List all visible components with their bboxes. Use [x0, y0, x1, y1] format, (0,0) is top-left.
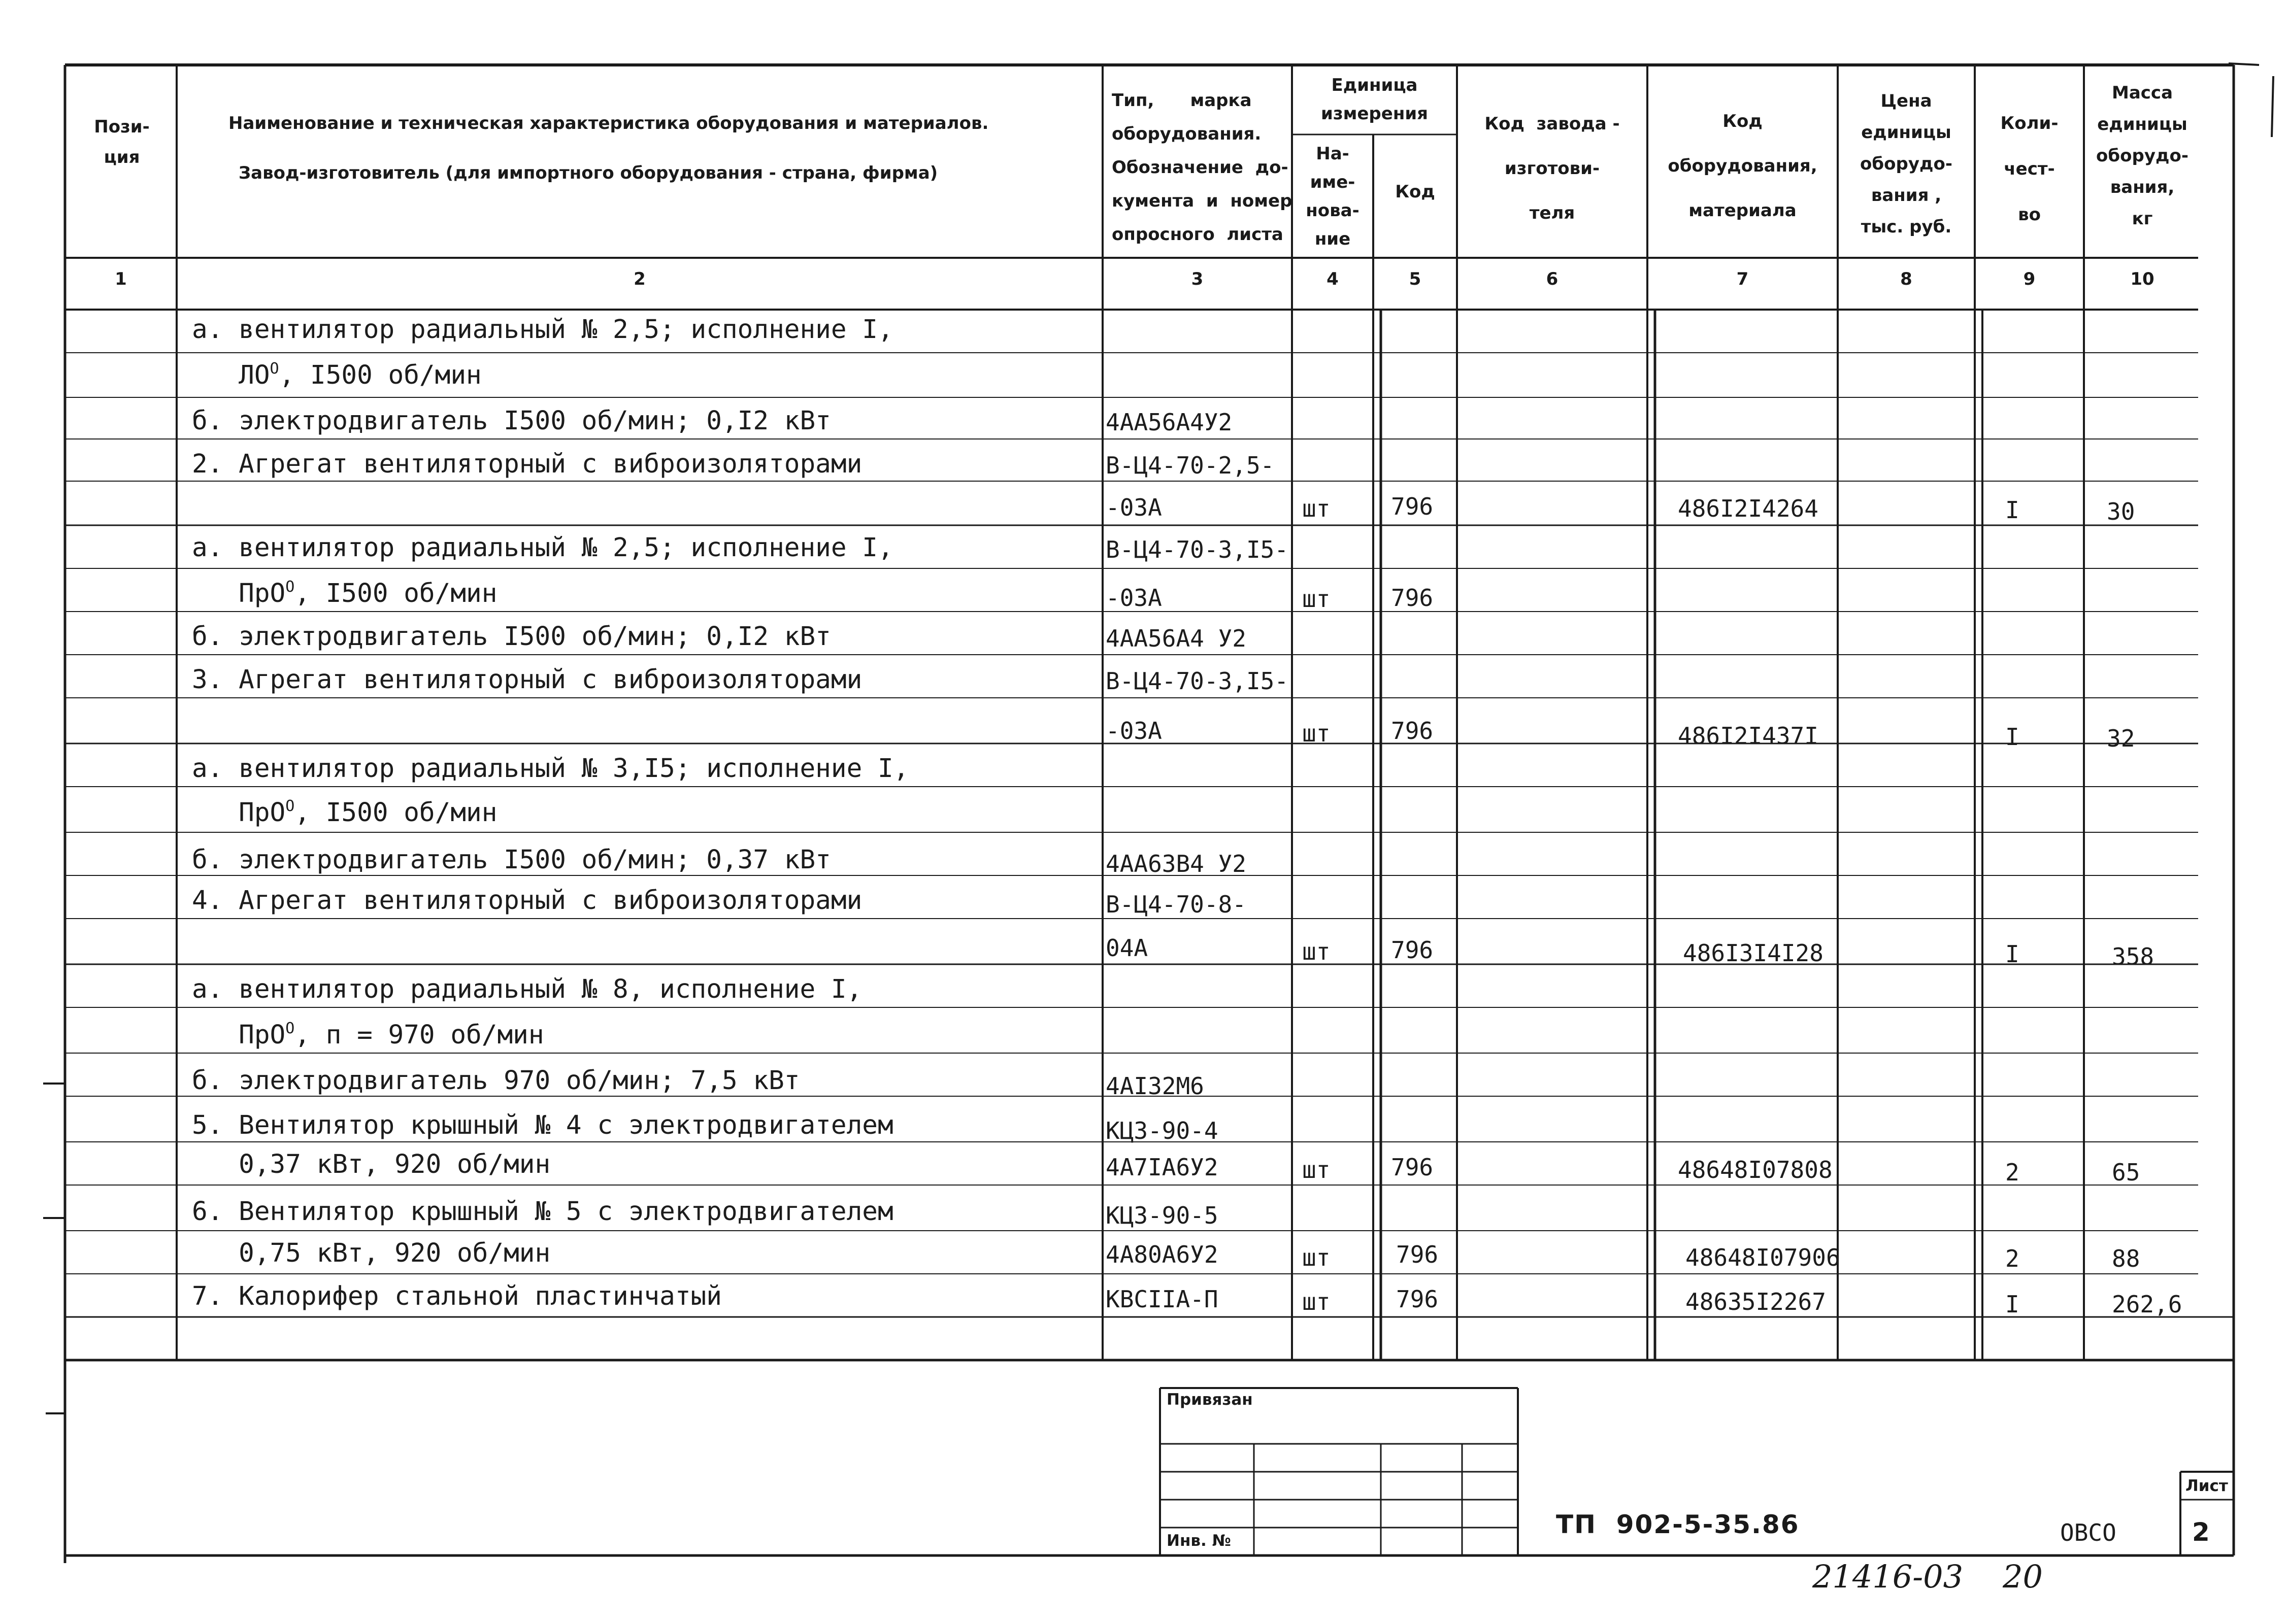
table-row-type: 04А — [1106, 934, 1148, 962]
table-row-mass: 30 — [2107, 498, 2135, 525]
table-row-code: 796 — [1391, 493, 1434, 520]
column-number: 7 — [1736, 269, 1749, 289]
table-row-code: 796 — [1396, 1241, 1439, 1268]
table-row-quantity: I — [2005, 496, 2019, 524]
table-row-unit: шт — [1302, 1156, 1331, 1183]
stamp-privyazan: Привязан — [1167, 1391, 1253, 1409]
table-row-type: -03А — [1106, 717, 1162, 745]
table-row-type: В-Ц4-70-2,5- — [1106, 452, 1275, 479]
table-row-name: 2. Агрегат вентиляторный с виброизоляторами — [192, 449, 863, 479]
table-row-type: КЦЗ-90-5 — [1106, 1202, 1218, 1229]
header-factory-code: Код завода - изготови- теля — [1484, 114, 1620, 223]
column-number: 4 — [1327, 269, 1339, 289]
table-row-unit: шт — [1302, 585, 1331, 613]
table-row-type: В-Ц4-70-3,I5- — [1106, 667, 1289, 695]
header-quantity: Коли- чест- во — [2000, 113, 2059, 225]
table-row-equipment-code: 48635I2267 — [1685, 1288, 1826, 1315]
column-number: 10 — [2130, 269, 2154, 289]
column-number: 8 — [1900, 269, 1912, 289]
table-row-mass: 32 — [2107, 725, 2135, 752]
table-row-name: б. электродвигатель I500 об/мин; 0,I2 кВт — [192, 622, 831, 652]
table-row-quantity: I — [2005, 1291, 2019, 1318]
table-row-name: 6. Вентилятор крышный № 5 с электродвигателем — [192, 1197, 893, 1227]
table-row-code: 796 — [1391, 1154, 1434, 1181]
table-row-type: КВСIIА-П — [1106, 1285, 1218, 1313]
page-number: 20 — [2003, 1558, 2043, 1595]
table-row-name: а. вентилятор радиальный № 8, исполнение I, — [192, 974, 863, 1004]
table-row-type: 4АА56А4У2 — [1106, 409, 1233, 436]
table-row-code: 796 — [1391, 584, 1434, 612]
table-row-name: 4. Агрегат вентиляторный с виброизоляторами — [192, 886, 863, 916]
column-number: 9 — [2023, 269, 2036, 289]
table-row-type: 4АА63В4 У2 — [1106, 850, 1246, 877]
header-unit-group: Единица измерения — [1321, 75, 1428, 124]
table-row-name: ПрО$^О$, п = 970 об/мин — [192, 1020, 544, 1050]
header-equipment-code: Код оборудования, материала — [1668, 111, 1817, 221]
table-row-equipment-code: 486I2I4264 — [1678, 495, 1818, 522]
section-code: ОВСО — [2060, 1519, 2116, 1546]
column-number: 5 — [1409, 269, 1421, 289]
table-row-name: б. электродвигатель I500 об/мин; 0,37 кВт — [192, 845, 831, 875]
table-row-quantity: 2 — [2005, 1245, 2019, 1272]
document-code: ТП 902-5-35.86 — [1556, 1510, 1800, 1539]
header-name-line1: Наименование и техническая характеристика оборудования и материалов. — [228, 113, 989, 133]
column-number: 3 — [1191, 269, 1204, 289]
table-row-mass: 262,6 — [2112, 1291, 2182, 1318]
table-row-name: б. электродвигатель I500 об/мин; 0,I2 кВт — [192, 406, 831, 436]
header-position: Пози- ция — [94, 117, 150, 167]
table-row-code: 796 — [1391, 936, 1434, 964]
table-row-name: ПрО$^О$, I500 об/мин — [192, 797, 498, 828]
table-row-name: а. вентилятор радиальный № 2,5; исполнение I, — [192, 315, 893, 345]
table-row-mass: 65 — [2112, 1159, 2140, 1186]
table-row-type: 4АА56А4 У2 — [1106, 625, 1246, 652]
sheet-number: 2 — [2192, 1517, 2211, 1547]
table-row-unit: шт — [1302, 1244, 1331, 1271]
table-row-equipment-code: 486I2I437I — [1678, 722, 1818, 750]
table-row-type: 4А80А6У2 — [1106, 1241, 1218, 1268]
column-number: 6 — [1546, 269, 1559, 289]
header-unit-name: На- име- нова- ние — [1306, 144, 1359, 249]
header-name-line2: Завод-изготовитель (для импортного оборудования - страна, фирма) — [239, 163, 938, 183]
table-row-name: 7. Калорифер стальной пластинчатый — [192, 1281, 722, 1311]
table-row-type: 4АI32М6 — [1106, 1072, 1204, 1100]
table-row-name: 0,75 кВт, 920 об/мин — [192, 1238, 551, 1268]
table-row-type: КЦЗ-90-4 — [1106, 1117, 1218, 1144]
table-row-mass: 88 — [2112, 1245, 2140, 1272]
header-type: Тип, марка оборудования. Обозначение до- кумента и номер опросного листа — [1112, 90, 1292, 245]
table-row-type: 4А7IА6У2 — [1106, 1154, 1218, 1181]
table-row-name: ПрО$^О$, I500 об/мин — [192, 578, 498, 608]
table-row-type: -03А — [1106, 494, 1162, 521]
stamp-inv-no: Инв. № — [1167, 1532, 1231, 1550]
table-row-code: 796 — [1396, 1285, 1439, 1313]
table-row-name: $ЛО^О$, I500 об/мин — [192, 360, 482, 390]
table-row-name: 5. Вентилятор крышный № 4 с электродвигателем — [192, 1110, 893, 1140]
sheet-label: Лист — [2185, 1477, 2228, 1495]
header-price: Цена единицы оборудо- вания , тыс. руб. — [1860, 91, 1952, 237]
table-row-quantity: 2 — [2005, 1159, 2019, 1186]
table-row-name: а. вентилятор радиальный № 2,5; исполнение I, — [192, 533, 893, 563]
column-number: 2 — [634, 269, 646, 289]
header-unit-code: Код — [1395, 182, 1435, 202]
table-row-name: 3. Агрегат вентиляторный с виброизоляторами — [192, 665, 863, 695]
header-mass: Масса единицы оборудо- вания, кг — [2096, 83, 2188, 229]
table-row-equipment-code: 48648I07808 — [1678, 1156, 1833, 1183]
column-number: 1 — [115, 269, 127, 289]
archive-number: 21416-03 — [1812, 1558, 1964, 1595]
table-row-equipment-code: 486I3I4I28 — [1683, 939, 1823, 967]
table-row-type: В-Ц4-70-3,I5- — [1106, 536, 1289, 563]
table-row-equipment-code: 48648I07906 — [1685, 1244, 1840, 1271]
table-row-unit: шт — [1302, 720, 1331, 747]
table-row-unit: шт — [1302, 1288, 1331, 1315]
table-row-type: -03А — [1106, 584, 1162, 612]
table-row-unit: шт — [1302, 938, 1331, 965]
table-row-type: В-Ц4-70-8- — [1106, 891, 1246, 918]
table-row-quantity: I — [2005, 723, 2019, 751]
table-row-unit: шт — [1302, 495, 1331, 522]
table-row-code: 796 — [1391, 717, 1434, 745]
table-row-mass: 358 — [2112, 943, 2154, 970]
table-row-quantity: I — [2005, 940, 2019, 968]
table-row-name: 0,37 кВт, 920 об/мин — [192, 1149, 551, 1179]
table-row-name: б. электродвигатель 970 об/мин; 7,5 кВт — [192, 1066, 800, 1096]
table-row-name: а. вентилятор радиальный № 3,I5; исполнение I, — [192, 754, 909, 784]
